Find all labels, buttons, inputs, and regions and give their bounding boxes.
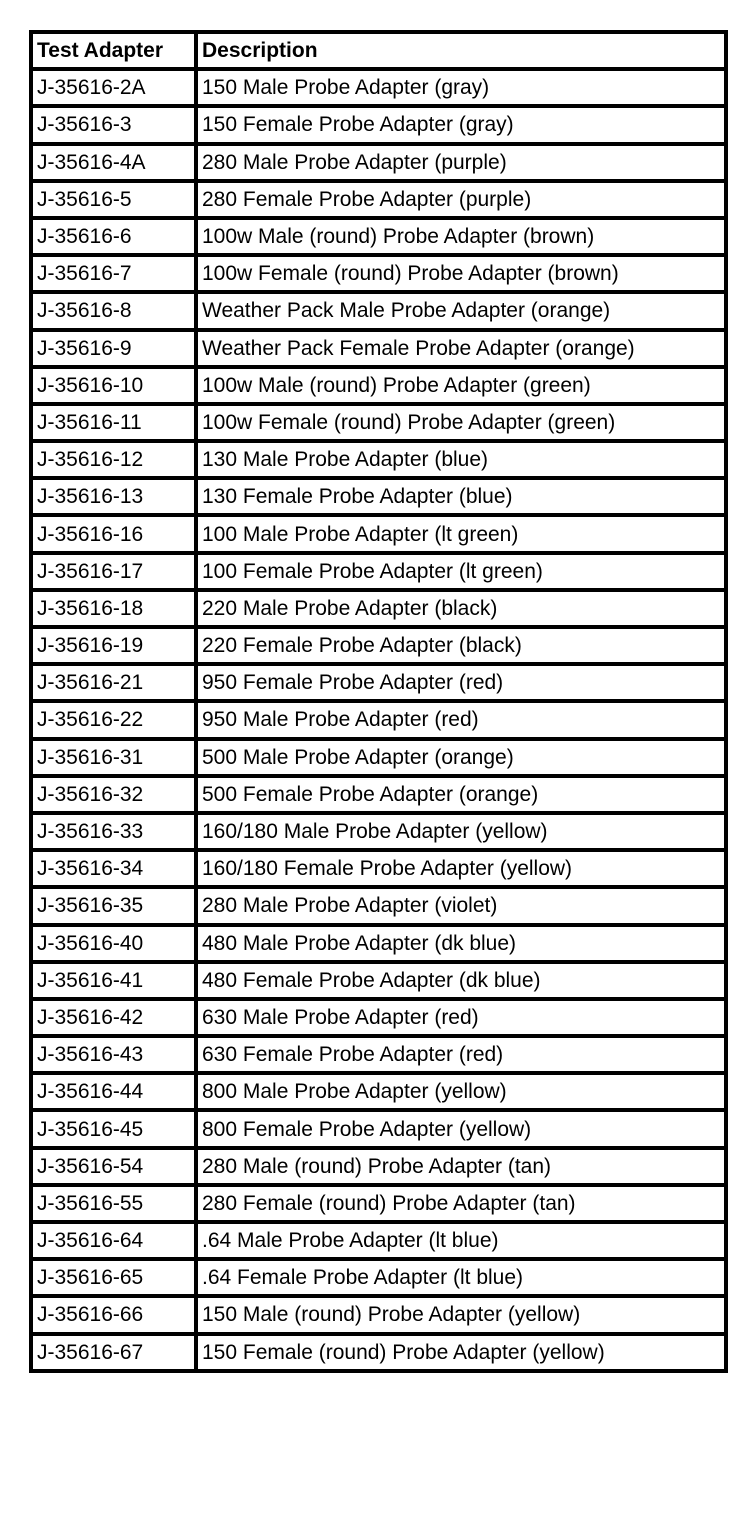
adapter-part-number: J-35616-54 (31, 1148, 196, 1185)
adapter-description: Weather Pack Female Probe Adapter (orange) (196, 330, 726, 367)
adapter-table-container (29, 30, 724, 1373)
adapter-part-number: J-35616-35 (31, 887, 196, 924)
adapter-part-number: J-35616-45 (31, 1110, 196, 1147)
adapter-description: 500 Male Probe Adapter (orange) (196, 739, 726, 776)
table-row (31, 813, 726, 850)
adapter-description: 220 Male Probe Adapter (black) (196, 590, 726, 627)
table-row (31, 887, 726, 924)
table-row (31, 590, 726, 627)
adapter-description: 100 Female Probe Adapter (lt green) (196, 553, 726, 590)
table-row (31, 999, 726, 1036)
table-row (31, 925, 726, 962)
table-row (31, 404, 726, 441)
table-row (31, 330, 726, 367)
table-row (31, 739, 726, 776)
adapter-part-number: J-35616-18 (31, 590, 196, 627)
adapter-description: 280 Female (round) Probe Adapter (tan) (196, 1185, 726, 1222)
adapter-description: 220 Female Probe Adapter (black) (196, 627, 726, 664)
table-row (31, 627, 726, 664)
table-row (31, 218, 726, 255)
adapter-description: 160/180 Male Probe Adapter (yellow) (196, 813, 726, 850)
adapter-description: 130 Female Probe Adapter (blue) (196, 478, 726, 515)
table-row (31, 69, 726, 106)
adapter-description: 160/180 Female Probe Adapter (yellow) (196, 850, 726, 887)
adapter-part-number: J-35616-9 (31, 330, 196, 367)
table-row (31, 776, 726, 813)
adapter-description: 100w Female (round) Probe Adapter (brown) (196, 255, 726, 292)
table-row (31, 1110, 726, 1147)
adapter-description: .64 Female Probe Adapter (lt blue) (196, 1259, 726, 1296)
table-row (31, 478, 726, 515)
adapter-description: 480 Female Probe Adapter (dk blue) (196, 962, 726, 999)
table-row (31, 553, 726, 590)
adapter-description: .64 Male Probe Adapter (lt blue) (196, 1222, 726, 1259)
table-row (31, 144, 726, 181)
table-row (31, 1222, 726, 1259)
adapter-part-number: J-35616-16 (31, 515, 196, 552)
adapter-description: 150 Female (round) Probe Adapter (yellow) (196, 1334, 726, 1371)
adapter-part-number: J-35616-22 (31, 701, 196, 738)
adapter-part-number: J-35616-34 (31, 850, 196, 887)
table-row (31, 1259, 726, 1296)
adapter-part-number: J-35616-31 (31, 739, 196, 776)
adapter-description: 950 Female Probe Adapter (red) (196, 664, 726, 701)
table-header-row (31, 32, 726, 69)
adapter-part-number: J-35616-5 (31, 181, 196, 218)
adapter-description: 630 Male Probe Adapter (red) (196, 999, 726, 1036)
table-row (31, 106, 726, 143)
adapter-part-number: J-35616-11 (31, 404, 196, 441)
table-row (31, 1296, 726, 1333)
adapter-part-number: J-35616-64 (31, 1222, 196, 1259)
adapter-description: 100 Male Probe Adapter (lt green) (196, 515, 726, 552)
adapter-table (29, 30, 728, 1373)
table-row (31, 255, 726, 292)
table-row (31, 962, 726, 999)
adapter-description: 800 Male Probe Adapter (yellow) (196, 1073, 726, 1110)
adapter-part-number: J-35616-55 (31, 1185, 196, 1222)
table-row (31, 181, 726, 218)
adapter-part-number: J-35616-2A (31, 69, 196, 106)
table-row (31, 1148, 726, 1185)
adapter-part-number: J-35616-43 (31, 1036, 196, 1073)
adapter-description: 100w Female (round) Probe Adapter (green) (196, 404, 726, 441)
table-row (31, 1185, 726, 1222)
table-row (31, 1073, 726, 1110)
adapter-part-number: J-35616-40 (31, 925, 196, 962)
adapter-part-number: J-35616-65 (31, 1259, 196, 1296)
header-test-adapter: Test Adapter (31, 32, 196, 69)
adapter-part-number: J-35616-10 (31, 367, 196, 404)
adapter-part-number: J-35616-32 (31, 776, 196, 813)
adapter-description: 100w Male (round) Probe Adapter (green) (196, 367, 726, 404)
adapter-part-number: J-35616-8 (31, 292, 196, 329)
adapter-description: 150 Male (round) Probe Adapter (yellow) (196, 1296, 726, 1333)
table-row (31, 441, 726, 478)
adapter-description: 280 Male Probe Adapter (violet) (196, 887, 726, 924)
adapter-description: 280 Male Probe Adapter (purple) (196, 144, 726, 181)
table-row (31, 1036, 726, 1073)
adapter-description: 630 Female Probe Adapter (red) (196, 1036, 726, 1073)
table-row (31, 1334, 726, 1371)
adapter-description: 280 Female Probe Adapter (purple) (196, 181, 726, 218)
adapter-description: Weather Pack Male Probe Adapter (orange) (196, 292, 726, 329)
table-row (31, 664, 726, 701)
adapter-description: 280 Male (round) Probe Adapter (tan) (196, 1148, 726, 1185)
adapter-part-number: J-35616-13 (31, 478, 196, 515)
adapter-description: 130 Male Probe Adapter (blue) (196, 441, 726, 478)
adapter-description: 150 Male Probe Adapter (gray) (196, 69, 726, 106)
adapter-description: 800 Female Probe Adapter (yellow) (196, 1110, 726, 1147)
adapter-description: 500 Female Probe Adapter (orange) (196, 776, 726, 813)
table-row (31, 367, 726, 404)
adapter-part-number: J-35616-44 (31, 1073, 196, 1110)
adapter-description: 480 Male Probe Adapter (dk blue) (196, 925, 726, 962)
table-row (31, 850, 726, 887)
adapter-part-number: J-35616-3 (31, 106, 196, 143)
table-row (31, 292, 726, 329)
adapter-part-number: J-35616-33 (31, 813, 196, 850)
adapter-part-number: J-35616-67 (31, 1334, 196, 1371)
adapter-part-number: J-35616-4A (31, 144, 196, 181)
adapter-part-number: J-35616-17 (31, 553, 196, 590)
table-row (31, 515, 726, 552)
adapter-part-number: J-35616-12 (31, 441, 196, 478)
table-row (31, 701, 726, 738)
adapter-part-number: J-35616-66 (31, 1296, 196, 1333)
adapter-part-number: J-35616-19 (31, 627, 196, 664)
adapter-part-number: J-35616-7 (31, 255, 196, 292)
adapter-part-number: J-35616-41 (31, 962, 196, 999)
table-body (31, 69, 726, 1371)
adapter-description: 150 Female Probe Adapter (gray) (196, 106, 726, 143)
adapter-part-number: J-35616-42 (31, 999, 196, 1036)
adapter-description: 100w Male (round) Probe Adapter (brown) (196, 218, 726, 255)
header-description: Description (196, 32, 726, 69)
adapter-part-number: J-35616-6 (31, 218, 196, 255)
adapter-part-number: J-35616-21 (31, 664, 196, 701)
adapter-description: 950 Male Probe Adapter (red) (196, 701, 726, 738)
